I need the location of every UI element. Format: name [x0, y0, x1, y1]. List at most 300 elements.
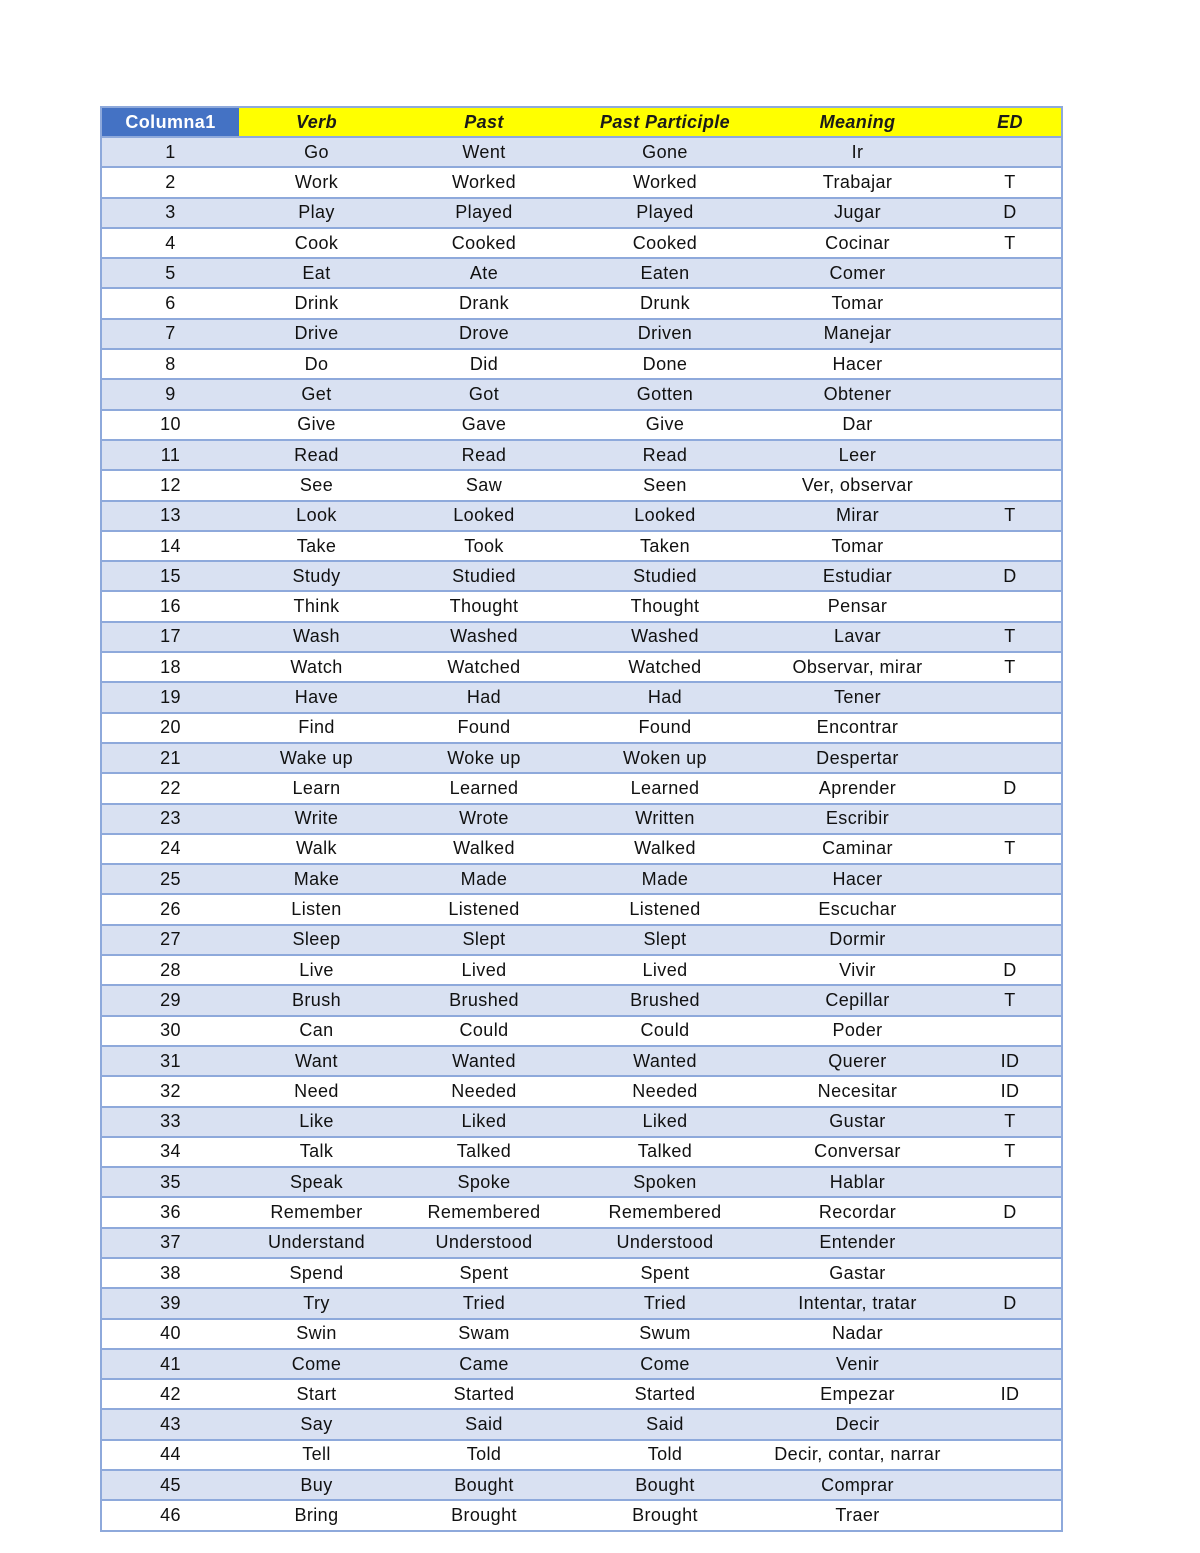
past-participle-cell: Written — [574, 804, 756, 834]
past-participle-cell: Spent — [574, 1258, 756, 1288]
row-number-cell: 22 — [101, 773, 239, 803]
row-number-cell: 26 — [101, 894, 239, 924]
table-row — [101, 1349, 1062, 1379]
past-participle-cell: Swum — [574, 1319, 756, 1349]
meaning-cell: Mirar — [756, 501, 959, 531]
row-number-cell: 8 — [101, 349, 239, 379]
ed-cell: T — [959, 1137, 1062, 1167]
past-cell: Said — [394, 1409, 574, 1439]
past-participle-cell: Found — [574, 713, 756, 743]
row-number-cell: 5 — [101, 258, 239, 288]
past-participle-cell: Lived — [574, 955, 756, 985]
ed-cell: D — [959, 1197, 1062, 1227]
past-participle-cell: Taken — [574, 531, 756, 561]
verb-cell: Drink — [239, 288, 394, 318]
ed-cell: D — [959, 955, 1062, 985]
meaning-cell: Escribir — [756, 804, 959, 834]
header-past: Past — [394, 107, 574, 137]
row-number-cell: 15 — [101, 561, 239, 591]
past-cell: Gave — [394, 410, 574, 440]
table-row — [101, 985, 1062, 1015]
row-number-cell: 34 — [101, 1137, 239, 1167]
meaning-cell: Comer — [756, 258, 959, 288]
table-row — [101, 258, 1062, 288]
verb-cell: Find — [239, 713, 394, 743]
past-cell: Studied — [394, 561, 574, 591]
ed-cell: T — [959, 652, 1062, 682]
meaning-cell: Conversar — [756, 1137, 959, 1167]
past-cell: Told — [394, 1440, 574, 1470]
verb-cell: Bring — [239, 1500, 394, 1530]
verb-cell: Want — [239, 1046, 394, 1076]
verb-cell: Understand — [239, 1228, 394, 1258]
verb-cell: Sleep — [239, 925, 394, 955]
meaning-cell: Gastar — [756, 1258, 959, 1288]
table-row — [101, 1107, 1062, 1137]
past-cell: Worked — [394, 167, 574, 197]
past-participle-cell: Started — [574, 1379, 756, 1409]
row-number-cell: 14 — [101, 531, 239, 561]
verb-cell: Wake up — [239, 743, 394, 773]
verb-cell: Come — [239, 1349, 394, 1379]
past-cell: Spent — [394, 1258, 574, 1288]
table-row — [101, 1228, 1062, 1258]
table-row — [101, 894, 1062, 924]
past-participle-cell: Looked — [574, 501, 756, 531]
row-number-cell: 32 — [101, 1076, 239, 1106]
row-number-cell: 28 — [101, 955, 239, 985]
meaning-cell: Despertar — [756, 743, 959, 773]
past-participle-cell: Done — [574, 349, 756, 379]
verb-cell: Cook — [239, 228, 394, 258]
verb-cell: Remember — [239, 1197, 394, 1227]
past-cell: Could — [394, 1016, 574, 1046]
past-participle-cell: Played — [574, 198, 756, 228]
verb-cell: Do — [239, 349, 394, 379]
past-cell: Did — [394, 349, 574, 379]
verb-cell: Study — [239, 561, 394, 591]
meaning-cell: Aprender — [756, 773, 959, 803]
meaning-cell: Gustar — [756, 1107, 959, 1137]
meaning-cell: Tomar — [756, 288, 959, 318]
meaning-cell: Decir, contar, narrar — [756, 1440, 959, 1470]
past-cell: Spoke — [394, 1167, 574, 1197]
row-number-cell: 25 — [101, 864, 239, 894]
verb-cell: Eat — [239, 258, 394, 288]
table-row — [101, 1319, 1062, 1349]
past-cell: Listened — [394, 894, 574, 924]
table-row — [101, 622, 1062, 652]
past-cell: Came — [394, 1349, 574, 1379]
row-number-cell: 11 — [101, 440, 239, 470]
ed-cell: T — [959, 501, 1062, 531]
past-participle-cell: Gone — [574, 137, 756, 167]
table-row — [101, 228, 1062, 258]
table-row — [101, 955, 1062, 985]
past-participle-cell: Studied — [574, 561, 756, 591]
meaning-cell: Hablar — [756, 1167, 959, 1197]
ed-cell — [959, 925, 1062, 955]
meaning-cell: Querer — [756, 1046, 959, 1076]
verb-table — [100, 106, 1063, 1532]
past-participle-cell: Walked — [574, 834, 756, 864]
verb-cell: Write — [239, 804, 394, 834]
past-cell: Thought — [394, 591, 574, 621]
table-body — [101, 137, 1062, 1531]
row-number-cell: 23 — [101, 804, 239, 834]
ed-cell — [959, 1228, 1062, 1258]
meaning-cell: Pensar — [756, 591, 959, 621]
row-number-cell: 4 — [101, 228, 239, 258]
past-participle-cell: Wanted — [574, 1046, 756, 1076]
verb-cell: Make — [239, 864, 394, 894]
table-row — [101, 1440, 1062, 1470]
past-participle-cell: Driven — [574, 319, 756, 349]
table-row — [101, 773, 1062, 803]
verb-cell: Look — [239, 501, 394, 531]
meaning-cell: Ver, observar — [756, 470, 959, 500]
meaning-cell: Hacer — [756, 864, 959, 894]
past-participle-cell: Liked — [574, 1107, 756, 1137]
past-participle-cell: Tried — [574, 1288, 756, 1318]
table-row — [101, 1167, 1062, 1197]
past-participle-cell: Said — [574, 1409, 756, 1439]
header-row — [101, 107, 1062, 137]
past-cell: Brushed — [394, 985, 574, 1015]
table-row — [101, 1137, 1062, 1167]
ed-cell: D — [959, 1288, 1062, 1318]
table-row — [101, 743, 1062, 773]
table-row — [101, 1197, 1062, 1227]
table-row — [101, 379, 1062, 409]
header-meaning: Meaning — [756, 107, 959, 137]
ed-cell: D — [959, 773, 1062, 803]
past-cell: Watched — [394, 652, 574, 682]
table-row — [101, 1046, 1062, 1076]
meaning-cell: Ir — [756, 137, 959, 167]
past-participle-cell: Spoken — [574, 1167, 756, 1197]
table-row — [101, 1258, 1062, 1288]
past-cell: Saw — [394, 470, 574, 500]
table-row — [101, 591, 1062, 621]
table-row — [101, 319, 1062, 349]
meaning-cell: Tener — [756, 682, 959, 712]
row-number-cell: 44 — [101, 1440, 239, 1470]
meaning-cell: Observar, mirar — [756, 652, 959, 682]
row-number-cell: 24 — [101, 834, 239, 864]
ed-cell: ID — [959, 1076, 1062, 1106]
verb-cell: Think — [239, 591, 394, 621]
table-row — [101, 864, 1062, 894]
table-row — [101, 531, 1062, 561]
header-columna1: Columna1 — [101, 107, 239, 137]
verb-cell: Learn — [239, 773, 394, 803]
row-number-cell: 7 — [101, 319, 239, 349]
ed-cell — [959, 1319, 1062, 1349]
table-row — [101, 652, 1062, 682]
table-row — [101, 1409, 1062, 1439]
row-number-cell: 43 — [101, 1409, 239, 1439]
verb-cell: Talk — [239, 1137, 394, 1167]
table-row — [101, 440, 1062, 470]
ed-cell — [959, 713, 1062, 743]
meaning-cell: Escuchar — [756, 894, 959, 924]
past-participle-cell: Worked — [574, 167, 756, 197]
ed-cell — [959, 258, 1062, 288]
row-number-cell: 17 — [101, 622, 239, 652]
past-participle-cell: Remembered — [574, 1197, 756, 1227]
verb-cell: Try — [239, 1288, 394, 1318]
ed-cell: T — [959, 622, 1062, 652]
ed-cell — [959, 1500, 1062, 1530]
verb-cell: Read — [239, 440, 394, 470]
meaning-cell: Manejar — [756, 319, 959, 349]
ed-cell: ID — [959, 1379, 1062, 1409]
table-header — [101, 107, 1062, 137]
row-number-cell: 46 — [101, 1500, 239, 1530]
verb-cell: Drive — [239, 319, 394, 349]
ed-cell — [959, 1440, 1062, 1470]
row-number-cell: 37 — [101, 1228, 239, 1258]
ed-cell — [959, 470, 1062, 500]
row-number-cell: 1 — [101, 137, 239, 167]
table-row — [101, 167, 1062, 197]
table-row — [101, 137, 1062, 167]
row-number-cell: 16 — [101, 591, 239, 621]
row-number-cell: 6 — [101, 288, 239, 318]
row-number-cell: 31 — [101, 1046, 239, 1076]
ed-cell: T — [959, 228, 1062, 258]
table-row — [101, 1470, 1062, 1500]
ed-cell — [959, 1409, 1062, 1439]
past-cell: Drove — [394, 319, 574, 349]
ed-cell: ID — [959, 1046, 1062, 1076]
row-number-cell: 3 — [101, 198, 239, 228]
ed-cell — [959, 379, 1062, 409]
ed-cell — [959, 288, 1062, 318]
ed-cell: D — [959, 561, 1062, 591]
table-row — [101, 713, 1062, 743]
past-cell: Got — [394, 379, 574, 409]
table-row — [101, 561, 1062, 591]
meaning-cell: Leer — [756, 440, 959, 470]
past-cell: Needed — [394, 1076, 574, 1106]
past-participle-cell: Watched — [574, 652, 756, 682]
past-participle-cell: Listened — [574, 894, 756, 924]
past-cell: Went — [394, 137, 574, 167]
past-participle-cell: Told — [574, 1440, 756, 1470]
ed-cell — [959, 804, 1062, 834]
verb-cell: Need — [239, 1076, 394, 1106]
header-past-participle: Past Participle — [574, 107, 756, 137]
ed-cell: T — [959, 1107, 1062, 1137]
past-cell: Slept — [394, 925, 574, 955]
past-participle-cell: Brought — [574, 1500, 756, 1530]
verb-cell: Say — [239, 1409, 394, 1439]
ed-cell: T — [959, 985, 1062, 1015]
past-participle-cell: Slept — [574, 925, 756, 955]
past-participle-cell: Come — [574, 1349, 756, 1379]
table-row — [101, 1500, 1062, 1530]
meaning-cell: Obtener — [756, 379, 959, 409]
verb-cell: See — [239, 470, 394, 500]
past-participle-cell: Learned — [574, 773, 756, 803]
verb-cell: Swin — [239, 1319, 394, 1349]
verb-cell: Listen — [239, 894, 394, 924]
meaning-cell: Cocinar — [756, 228, 959, 258]
past-participle-cell: Cooked — [574, 228, 756, 258]
past-cell: Had — [394, 682, 574, 712]
meaning-cell: Comprar — [756, 1470, 959, 1500]
past-cell: Wrote — [394, 804, 574, 834]
meaning-cell: Jugar — [756, 198, 959, 228]
table-row — [101, 834, 1062, 864]
table-row — [101, 198, 1062, 228]
row-number-cell: 2 — [101, 167, 239, 197]
past-participle-cell: Give — [574, 410, 756, 440]
table-row — [101, 501, 1062, 531]
past-cell: Looked — [394, 501, 574, 531]
row-number-cell: 9 — [101, 379, 239, 409]
ed-cell: T — [959, 167, 1062, 197]
row-number-cell: 12 — [101, 470, 239, 500]
past-participle-cell: Brushed — [574, 985, 756, 1015]
ed-cell — [959, 1349, 1062, 1379]
past-cell: Drank — [394, 288, 574, 318]
verb-cell: Wash — [239, 622, 394, 652]
ed-cell — [959, 440, 1062, 470]
past-participle-cell: Woken up — [574, 743, 756, 773]
meaning-cell: Trabajar — [756, 167, 959, 197]
past-participle-cell: Seen — [574, 470, 756, 500]
row-number-cell: 21 — [101, 743, 239, 773]
verb-cell: Watch — [239, 652, 394, 682]
meaning-cell: Traer — [756, 1500, 959, 1530]
past-cell: Took — [394, 531, 574, 561]
past-cell: Tried — [394, 1288, 574, 1318]
verb-cell: Walk — [239, 834, 394, 864]
table-row — [101, 1288, 1062, 1318]
past-cell: Woke up — [394, 743, 574, 773]
table-row — [101, 804, 1062, 834]
ed-cell — [959, 410, 1062, 440]
ed-cell: T — [959, 834, 1062, 864]
table-row — [101, 470, 1062, 500]
ed-cell — [959, 591, 1062, 621]
meaning-cell: Dormir — [756, 925, 959, 955]
meaning-cell: Necesitar — [756, 1076, 959, 1106]
meaning-cell: Caminar — [756, 834, 959, 864]
verb-cell: Brush — [239, 985, 394, 1015]
past-participle-cell: Read — [574, 440, 756, 470]
row-number-cell: 35 — [101, 1167, 239, 1197]
ed-cell — [959, 319, 1062, 349]
meaning-cell: Encontrar — [756, 713, 959, 743]
row-number-cell: 41 — [101, 1349, 239, 1379]
row-number-cell: 18 — [101, 652, 239, 682]
meaning-cell: Hacer — [756, 349, 959, 379]
past-cell: Found — [394, 713, 574, 743]
past-participle-cell: Gotten — [574, 379, 756, 409]
past-cell: Liked — [394, 1107, 574, 1137]
past-participle-cell: Needed — [574, 1076, 756, 1106]
meaning-cell: Entender — [756, 1228, 959, 1258]
ed-cell — [959, 743, 1062, 773]
past-participle-cell: Talked — [574, 1137, 756, 1167]
ed-cell — [959, 894, 1062, 924]
row-number-cell: 40 — [101, 1319, 239, 1349]
header-ed: ED — [959, 107, 1062, 137]
verb-cell: Play — [239, 198, 394, 228]
meaning-cell: Decir — [756, 1409, 959, 1439]
table-row — [101, 1379, 1062, 1409]
row-number-cell: 45 — [101, 1470, 239, 1500]
verb-cell: Can — [239, 1016, 394, 1046]
ed-cell — [959, 1258, 1062, 1288]
past-cell: Remembered — [394, 1197, 574, 1227]
past-cell: Started — [394, 1379, 574, 1409]
meaning-cell: Recordar — [756, 1197, 959, 1227]
row-number-cell: 39 — [101, 1288, 239, 1318]
past-cell: Swam — [394, 1319, 574, 1349]
meaning-cell: Estudiar — [756, 561, 959, 591]
ed-cell — [959, 1470, 1062, 1500]
past-cell: Made — [394, 864, 574, 894]
past-cell: Walked — [394, 834, 574, 864]
verb-cell: Like — [239, 1107, 394, 1137]
past-cell: Talked — [394, 1137, 574, 1167]
meaning-cell: Venir — [756, 1349, 959, 1379]
ed-cell — [959, 864, 1062, 894]
meaning-cell: Tomar — [756, 531, 959, 561]
past-cell: Understood — [394, 1228, 574, 1258]
ed-cell — [959, 1167, 1062, 1197]
past-participle-cell: Drunk — [574, 288, 756, 318]
header-verb: Verb — [239, 107, 394, 137]
verb-cell: Spend — [239, 1258, 394, 1288]
table-row — [101, 1016, 1062, 1046]
ed-cell — [959, 531, 1062, 561]
row-number-cell: 33 — [101, 1107, 239, 1137]
past-cell: Wanted — [394, 1046, 574, 1076]
verb-cell: Give — [239, 410, 394, 440]
past-participle-cell: Had — [574, 682, 756, 712]
past-cell: Played — [394, 198, 574, 228]
past-participle-cell: Understood — [574, 1228, 756, 1258]
verb-cell: Tell — [239, 1440, 394, 1470]
meaning-cell: Poder — [756, 1016, 959, 1046]
meaning-cell: Cepillar — [756, 985, 959, 1015]
verb-cell: Get — [239, 379, 394, 409]
past-participle-cell: Washed — [574, 622, 756, 652]
row-number-cell: 36 — [101, 1197, 239, 1227]
verb-cell: Start — [239, 1379, 394, 1409]
table-row — [101, 410, 1062, 440]
meaning-cell: Dar — [756, 410, 959, 440]
meaning-cell: Vivir — [756, 955, 959, 985]
past-cell: Learned — [394, 773, 574, 803]
table-row — [101, 349, 1062, 379]
row-number-cell: 20 — [101, 713, 239, 743]
past-cell: Ate — [394, 258, 574, 288]
past-cell: Washed — [394, 622, 574, 652]
row-number-cell: 42 — [101, 1379, 239, 1409]
past-cell: Cooked — [394, 228, 574, 258]
past-cell: Brought — [394, 1500, 574, 1530]
past-cell: Bought — [394, 1470, 574, 1500]
verb-cell: Speak — [239, 1167, 394, 1197]
row-number-cell: 29 — [101, 985, 239, 1015]
